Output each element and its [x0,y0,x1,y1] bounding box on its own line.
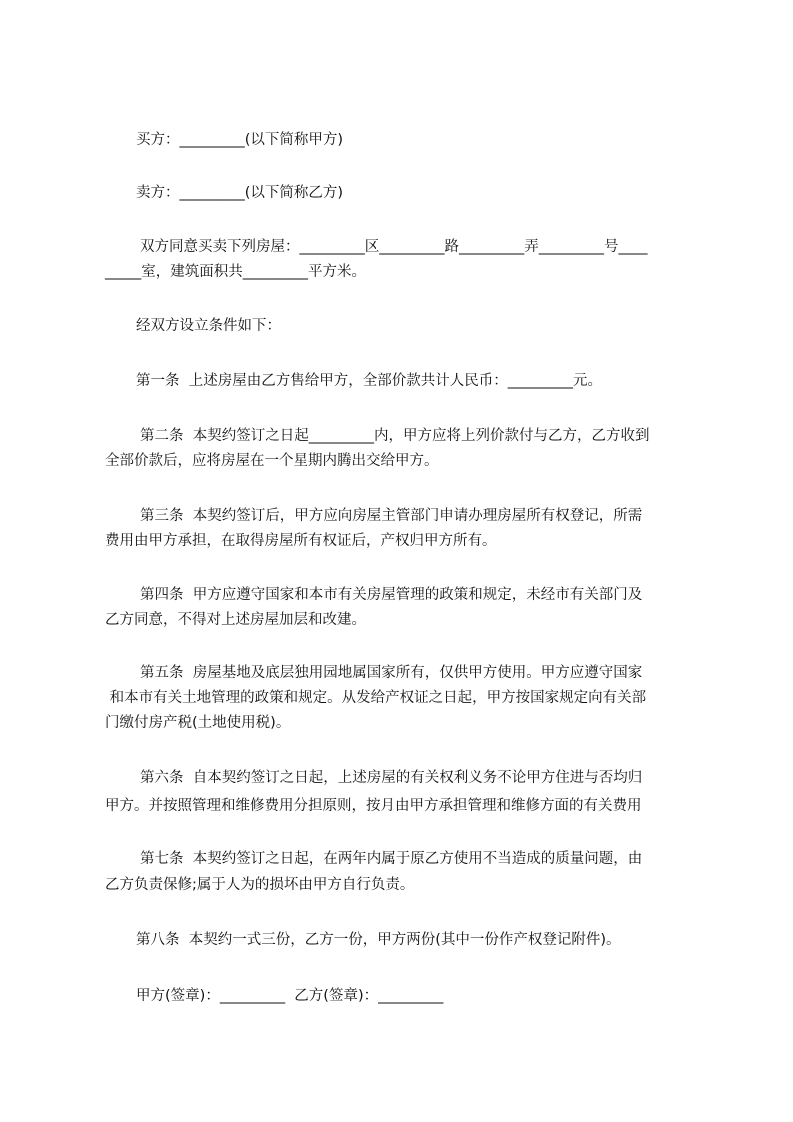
text-line: 第一条 上述房屋由乙方售给甲方，全部价款共计人民币：_________元。 [136,373,602,389]
text-line: 第二条 本契约签订之日起_________内，甲方应将上列价款付与乙方，乙方收到 [140,428,650,444]
text-line: 费用由甲方承担，在取得房屋所有权证后，产权归甲方所有。 [105,533,497,549]
text-line: 双方同意买卖下列房屋：_________区_________路_________弄_________号____ [140,239,648,255]
text-line: 第七条 本契约签订之日起，在两年内属于原乙方使用不当造成的质量问题，由 [140,851,643,867]
text-line: 和本市有关土地管理的政策和规定。从发给产权证之日起，甲方按国家规定向有关部 [105,690,647,706]
text-line: 经双方设立条件如下： [136,318,281,334]
text-line: _____室，建筑面积共_________平方米。 [105,264,366,280]
text-line: 乙方同意，不得对上述房屋加层和改建。 [105,612,366,628]
text-line: 门缴付房产税(土地使用税)。 [105,715,291,731]
text-line: 买方：_________(以下简称甲方) [136,132,344,148]
text-line: 乙方负责保修;属于人为的损坏由甲方自行负责。 [105,877,415,893]
text-line: 第六条 自本契约签订之日起，上述房屋的有关权利义务不论甲方住进与否均归 [140,770,643,786]
text-line: 第五条 房屋基地及底层独用园地属国家所有，仅供甲方使用。甲方应遵守国家 [140,665,643,681]
text-line: 第四条 甲方应遵守国家和本市有关房屋管理的政策和规定，未经市有关部门及 [140,587,643,603]
text-line: 甲方。并按照管理和维修费用分担原则，按月由甲方承担管理和维修方面的有关费用 [105,798,642,814]
text-line: 第八条 本契约一式三份，乙方一份，甲方两份(其中一份作产权登记附件)。 [136,932,621,948]
text-line: 第三条 本契约签订后，甲方应向房屋主管部门申请办理房屋所有权登记，所需 [140,508,643,524]
text-line: 全部价款后，应将房屋在一个星期内腾出交给甲方。 [105,453,439,469]
text-line: 卖方：_________(以下简称乙方) [136,185,344,201]
text-line: 甲方(签章)：_________ 乙方(签章)：_________ [136,988,444,1004]
